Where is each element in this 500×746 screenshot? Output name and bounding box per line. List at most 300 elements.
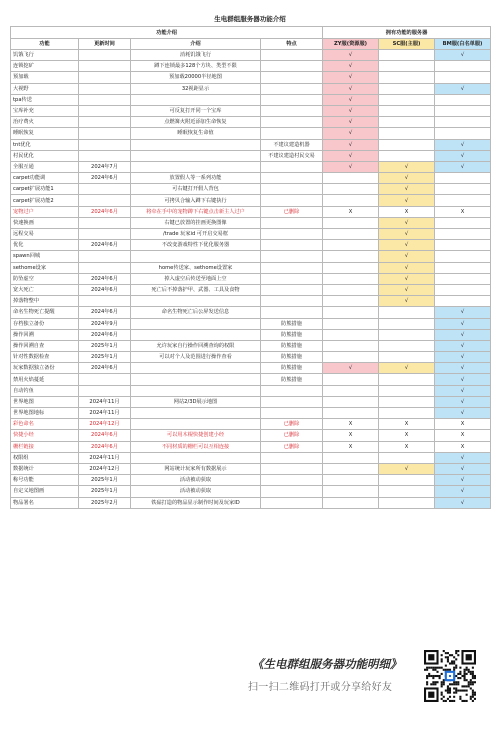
cell-zy: √ [323, 83, 379, 94]
cell-date [79, 296, 131, 307]
cell-trait [261, 296, 323, 307]
cell-sc: √ [379, 161, 435, 172]
cell-bm [435, 296, 491, 307]
cell-sc [379, 408, 435, 419]
table-row [11, 463, 491, 474]
cell-intro: 活动被动获取 [131, 486, 261, 497]
cell-date: 2024年11月 [79, 408, 131, 419]
cell-sc [379, 128, 435, 139]
cell-intro [131, 385, 261, 396]
cell-date: 2024年11月 [79, 396, 131, 407]
table-row [11, 195, 491, 206]
table-row [11, 497, 491, 508]
cell-trait [261, 161, 323, 172]
cell-zy: √ [323, 50, 379, 61]
qr-code-icon[interactable] [424, 650, 476, 702]
cell-trait: 已删除 [261, 419, 323, 430]
table-row [11, 128, 491, 139]
cell-date [79, 50, 131, 61]
cell-date [79, 94, 131, 105]
cell-feature: 宽大死亡 [11, 284, 79, 295]
cell-intro: 点燃篝火附近添加生命恢复 [131, 117, 261, 128]
cell-sc: √ [379, 217, 435, 228]
table-row [11, 452, 491, 463]
cell-trait [261, 50, 323, 61]
table-row [11, 262, 491, 273]
cell-sc: √ [379, 240, 435, 251]
cell-trait: 不建议建造村民交易 [261, 150, 323, 161]
cell-feature: 称号功能 [11, 475, 79, 486]
cell-zy: √ [323, 363, 379, 374]
cell-intro [131, 94, 261, 105]
cell-intro [131, 150, 261, 161]
col-feature: 功能 [11, 39, 79, 50]
cell-sc [379, 452, 435, 463]
cell-sc: X [379, 419, 435, 430]
cell-intro: 网站2/3D展示地图 [131, 396, 261, 407]
cell-intro: 放置假人等一系列功能 [131, 173, 261, 184]
cell-intro: 可反复打开同一个宝库 [131, 105, 261, 116]
cell-zy: √ [323, 72, 379, 83]
cell-sc [379, 83, 435, 94]
table-row [11, 296, 491, 307]
col-trait: 特点 [261, 39, 323, 50]
cell-feature: tpa传送 [11, 94, 79, 105]
table-row [11, 94, 491, 105]
cell-intro [131, 408, 261, 419]
cell-bm [435, 61, 491, 72]
footer [0, 650, 500, 740]
cell-feature: 连锁挖矿 [11, 61, 79, 72]
cell-trait: 已删除 [261, 441, 323, 452]
cell-bm: √ [435, 340, 491, 351]
cell-sc: √ [379, 251, 435, 262]
cell-zy [323, 452, 379, 463]
table-row [11, 307, 491, 318]
table-row [11, 251, 491, 262]
cell-zy [323, 173, 379, 184]
cell-date: 2024年6月 [79, 430, 131, 441]
cell-sc [379, 385, 435, 396]
cell-zy: √ [323, 150, 379, 161]
table-row [11, 385, 491, 396]
cell-intro: 将牵在手中的宠物蹲下右键点击新主人过户 [131, 206, 261, 217]
cell-intro: 死亡后不掉落护甲、武器、工具及食物 [131, 284, 261, 295]
cell-zy [323, 408, 379, 419]
cell-feature: carpet功能调 [11, 173, 79, 184]
cell-sc [379, 396, 435, 407]
cell-sc: √ [379, 273, 435, 284]
cell-trait [261, 262, 323, 273]
cell-zy: X [323, 419, 379, 430]
cell-date: 2024年9月 [79, 318, 131, 329]
cell-feature: 操作回溯 [11, 329, 79, 340]
cell-date [79, 229, 131, 240]
cell-trait [261, 396, 323, 407]
cell-bm: X [435, 419, 491, 430]
table-row [11, 318, 491, 329]
cell-bm: √ [435, 363, 491, 374]
cell-date: 2025年2月 [79, 497, 131, 508]
cell-zy [323, 385, 379, 396]
cell-sc [379, 139, 435, 150]
cell-date [79, 139, 131, 150]
cell-intro [131, 139, 261, 150]
cell-sc: √ [379, 184, 435, 195]
cell-trait [261, 128, 323, 139]
cell-intro: home传送家、sethome设置家 [131, 262, 261, 273]
cell-trait: 防熊措施 [261, 363, 323, 374]
cell-intro [131, 329, 261, 340]
cell-feature: 宝库补充 [11, 105, 79, 116]
table-row [11, 173, 491, 184]
cell-trait [261, 229, 323, 240]
col-zy: ZY服(资源服) [323, 39, 379, 50]
cell-sc: X [379, 206, 435, 217]
cell-sc: √ [379, 195, 435, 206]
table-row [11, 329, 491, 340]
cell-bm: √ [435, 497, 491, 508]
cell-date: 2025年1月 [79, 340, 131, 351]
cell-bm: √ [435, 452, 491, 463]
cell-bm: √ [435, 139, 491, 150]
cell-date [79, 184, 131, 195]
cell-zy: X [323, 441, 379, 452]
cell-sc [379, 50, 435, 61]
table-row [11, 150, 491, 161]
cell-zy: X [323, 430, 379, 441]
cell-bm [435, 240, 491, 251]
cell-bm: √ [435, 374, 491, 385]
cell-feature: 数据统计 [11, 463, 79, 474]
table-row [11, 486, 491, 497]
cell-date [79, 217, 131, 228]
cell-bm [435, 117, 491, 128]
cell-feature: 大视野 [11, 83, 79, 94]
cell-feature: 快捷小经 [11, 430, 79, 441]
cell-intro: 铁砧打造的物品显示制作时间及玩家ID [131, 497, 261, 508]
cell-feature: 村民优化 [11, 150, 79, 161]
cell-sc [379, 105, 435, 116]
table-row [11, 139, 491, 150]
cell-zy [323, 262, 379, 273]
cell-trait [261, 408, 323, 419]
cell-sc [379, 150, 435, 161]
cell-feature: 世界地图 [11, 396, 79, 407]
cell-bm: √ [435, 318, 491, 329]
table-row [11, 161, 491, 172]
cell-sc [379, 497, 435, 508]
cell-zy [323, 273, 379, 284]
cell-feature: 针对性数据检查 [11, 352, 79, 363]
cell-trait [261, 195, 323, 206]
cell-bm: √ [435, 50, 491, 61]
cell-bm: √ [435, 150, 491, 161]
cell-zy [323, 195, 379, 206]
cell-date: 2024年6月 [79, 329, 131, 340]
cell-sc: X [379, 441, 435, 452]
cell-sc [379, 329, 435, 340]
table-row [11, 273, 491, 284]
cell-trait: 防熊措施 [261, 329, 323, 340]
feature-sheet [10, 12, 490, 509]
cell-intro: 可以对个人及范围进行操作查看 [131, 352, 261, 363]
cell-trait [261, 497, 323, 508]
cell-trait [261, 117, 323, 128]
cell-intro [131, 318, 261, 329]
cell-feature: sethome设家 [11, 262, 79, 273]
cell-bm [435, 262, 491, 273]
cell-date: 2024年12月 [79, 419, 131, 430]
cell-bm: √ [435, 396, 491, 407]
feature-table [10, 26, 491, 509]
cell-bm: √ [435, 408, 491, 419]
cell-intro: /trade 玩家id 可开启交易框 [131, 229, 261, 240]
cell-sc [379, 374, 435, 385]
cell-zy: √ [323, 94, 379, 105]
cell-bm [435, 72, 491, 83]
cell-feature: 世界地图地标 [11, 408, 79, 419]
cell-intro: 允许玩家自行操作回溯查询的权限 [131, 340, 261, 351]
cell-feature: 防坠虚空 [11, 273, 79, 284]
cell-zy [323, 340, 379, 351]
cell-sc: √ [379, 229, 435, 240]
table-row [11, 284, 491, 295]
cell-trait: 防熊措施 [261, 340, 323, 351]
cell-zy [323, 284, 379, 295]
cell-feature: 物品署名 [11, 497, 79, 508]
cell-bm: √ [435, 486, 491, 497]
cell-date [79, 251, 131, 262]
cell-sc: √ [379, 363, 435, 374]
cell-bm: √ [435, 83, 491, 94]
cell-bm: √ [435, 352, 491, 363]
table-row [11, 72, 491, 83]
cell-sc [379, 475, 435, 486]
cell-sc [379, 352, 435, 363]
cell-trait [261, 94, 323, 105]
col-bm: BM服(白名单服) [435, 39, 491, 50]
cell-trait [261, 72, 323, 83]
cell-feature: 彩色命名 [11, 419, 79, 430]
cell-intro [131, 452, 261, 463]
cell-zy [323, 497, 379, 508]
cell-zy [323, 251, 379, 262]
cell-date: 2024年6月 [79, 307, 131, 318]
group-header: 功能介绍 [11, 27, 323, 39]
cell-bm: X [435, 206, 491, 217]
table-row [11, 229, 491, 240]
cell-zy [323, 318, 379, 329]
cell-date [79, 117, 131, 128]
table-row [11, 408, 491, 419]
cell-zy [323, 352, 379, 363]
cell-intro: 可右键打开假人背包 [131, 184, 261, 195]
table-row [11, 396, 491, 407]
cell-intro: 网站统计玩家所有数据展示 [131, 463, 261, 474]
cell-feature: 玩家数据独立备份 [11, 363, 79, 374]
cell-zy: √ [323, 161, 379, 172]
cell-date: 2024年7月 [79, 161, 131, 172]
cell-trait: 防熊措施 [261, 352, 323, 363]
cell-trait [261, 452, 323, 463]
table-row [11, 117, 491, 128]
cell-bm [435, 195, 491, 206]
cell-date: 2024年11月 [79, 452, 131, 463]
cell-bm: √ [435, 307, 491, 318]
cell-feature: 自动钓鱼 [11, 385, 79, 396]
cell-date: 2024年6月 [79, 363, 131, 374]
cell-intro: 活动被动获取 [131, 475, 261, 486]
table-row [11, 340, 491, 351]
cell-feature: carpet扩展功能1 [11, 184, 79, 195]
cell-feature: 快速换画 [11, 217, 79, 228]
cell-trait: 已删除 [261, 430, 323, 441]
cell-intro: 可以用木棍快捷创建小经 [131, 430, 261, 441]
cell-sc [379, 72, 435, 83]
col-sc: SC服(主服) [379, 39, 435, 50]
cell-feature: 禁用火焰蔓延 [11, 374, 79, 385]
cell-feature: 远程交易 [11, 229, 79, 240]
cell-feature: 自定义地图画 [11, 486, 79, 497]
cell-date [79, 105, 131, 116]
table-row [11, 374, 491, 385]
table-row [11, 105, 491, 116]
cell-date [79, 195, 131, 206]
cell-feature: 睡眠恢复 [11, 128, 79, 139]
cell-zy: √ [323, 117, 379, 128]
table-row [11, 363, 491, 374]
cell-trait: 防熊措施 [261, 374, 323, 385]
cell-trait [261, 173, 323, 184]
table-row [11, 217, 491, 228]
col-intro: 介绍 [131, 39, 261, 50]
group-header-row [11, 27, 491, 39]
cell-trait [261, 251, 323, 262]
cell-zy [323, 240, 379, 251]
cell-zy [323, 229, 379, 240]
cell-bm [435, 229, 491, 240]
cell-sc: √ [379, 296, 435, 307]
cell-feature: 命名生物死亡提醒 [11, 307, 79, 318]
cell-date: 2025年1月 [79, 486, 131, 497]
table-row [11, 430, 491, 441]
cell-zy: √ [323, 105, 379, 116]
cell-zy [323, 475, 379, 486]
cell-intro: 预加载20000半径地图 [131, 72, 261, 83]
cell-zy [323, 184, 379, 195]
cell-trait [261, 105, 323, 116]
sheet-title: 生电群组服务器功能介绍 [214, 15, 286, 23]
footer-title: 《生电群组服务器功能明细》 [252, 657, 402, 671]
cell-feature: 全服互通 [11, 161, 79, 172]
cell-zy [323, 486, 379, 497]
cell-trait [261, 307, 323, 318]
cell-bm [435, 173, 491, 184]
table-row [11, 50, 491, 61]
cell-sc: √ [379, 173, 435, 184]
cell-date [79, 385, 131, 396]
cell-date [79, 72, 131, 83]
cell-sc [379, 94, 435, 105]
cell-bm: X [435, 430, 491, 441]
cell-intro: 不同材质的栅栏可以互相连接 [131, 441, 261, 452]
cell-sc [379, 340, 435, 351]
cell-date: 2024年12月 [79, 463, 131, 474]
cell-date [79, 374, 131, 385]
cell-trait [261, 184, 323, 195]
cell-bm: √ [435, 161, 491, 172]
cell-trait: 已删除 [261, 206, 323, 217]
cell-intro [131, 374, 261, 385]
cell-bm [435, 128, 491, 139]
table-row [11, 184, 491, 195]
cell-feature: 权限组 [11, 452, 79, 463]
cell-feature: 掉落物整中 [11, 296, 79, 307]
cell-zy: √ [323, 61, 379, 72]
cell-date: 2024年6月 [79, 240, 131, 251]
column-header-row [11, 39, 491, 50]
cell-bm [435, 273, 491, 284]
cell-intro: 可拷贝合输入蹲下右键执行 [131, 195, 261, 206]
cell-trait [261, 463, 323, 474]
cell-intro: 不改变游戏特性下优化服务器 [131, 240, 261, 251]
table-row [11, 83, 491, 94]
cell-zy [323, 396, 379, 407]
cell-intro [131, 296, 261, 307]
cell-zy [323, 329, 379, 340]
cell-date [79, 262, 131, 273]
cell-feature: tnt优化 [11, 139, 79, 150]
cell-zy [323, 296, 379, 307]
table-row [11, 240, 491, 251]
cell-zy: X [323, 206, 379, 217]
cell-intro: 消耗饥饿飞行 [131, 50, 261, 61]
cell-sc [379, 117, 435, 128]
cell-date: 2024年6月 [79, 441, 131, 452]
cell-feature: spawn回城 [11, 251, 79, 262]
cell-bm [435, 105, 491, 116]
cell-zy [323, 463, 379, 474]
table-row [11, 352, 491, 363]
servers-header: 拥有功能的服务器 [323, 27, 491, 39]
table-row [11, 206, 491, 217]
cell-zy: √ [323, 128, 379, 139]
cell-trait [261, 240, 323, 251]
cell-trait [261, 83, 323, 94]
cell-intro: 命名生物死亡后公屏发送信息 [131, 307, 261, 318]
cell-date: 2024年6月 [79, 173, 131, 184]
cell-bm: √ [435, 385, 491, 396]
table-row [11, 441, 491, 452]
cell-bm [435, 94, 491, 105]
cell-intro: 蹲下连锁最多128个方块、类型不限 [131, 61, 261, 72]
cell-sc [379, 307, 435, 318]
cell-trait [261, 475, 323, 486]
cell-intro [131, 363, 261, 374]
col-date: 更新时间 [79, 39, 131, 50]
cell-intro [131, 419, 261, 430]
cell-bm [435, 217, 491, 228]
cell-zy: √ [323, 139, 379, 150]
cell-bm: √ [435, 475, 491, 486]
cell-sc: √ [379, 262, 435, 273]
cell-date [79, 83, 131, 94]
footer-subtitle: 扫一扫二维码打开或分享给好友 [248, 682, 393, 693]
cell-date: 2024年6月 [79, 273, 131, 284]
cell-date: 2024年6月 [79, 206, 131, 217]
cell-intro: 睡眠恢复生命值 [131, 128, 261, 139]
